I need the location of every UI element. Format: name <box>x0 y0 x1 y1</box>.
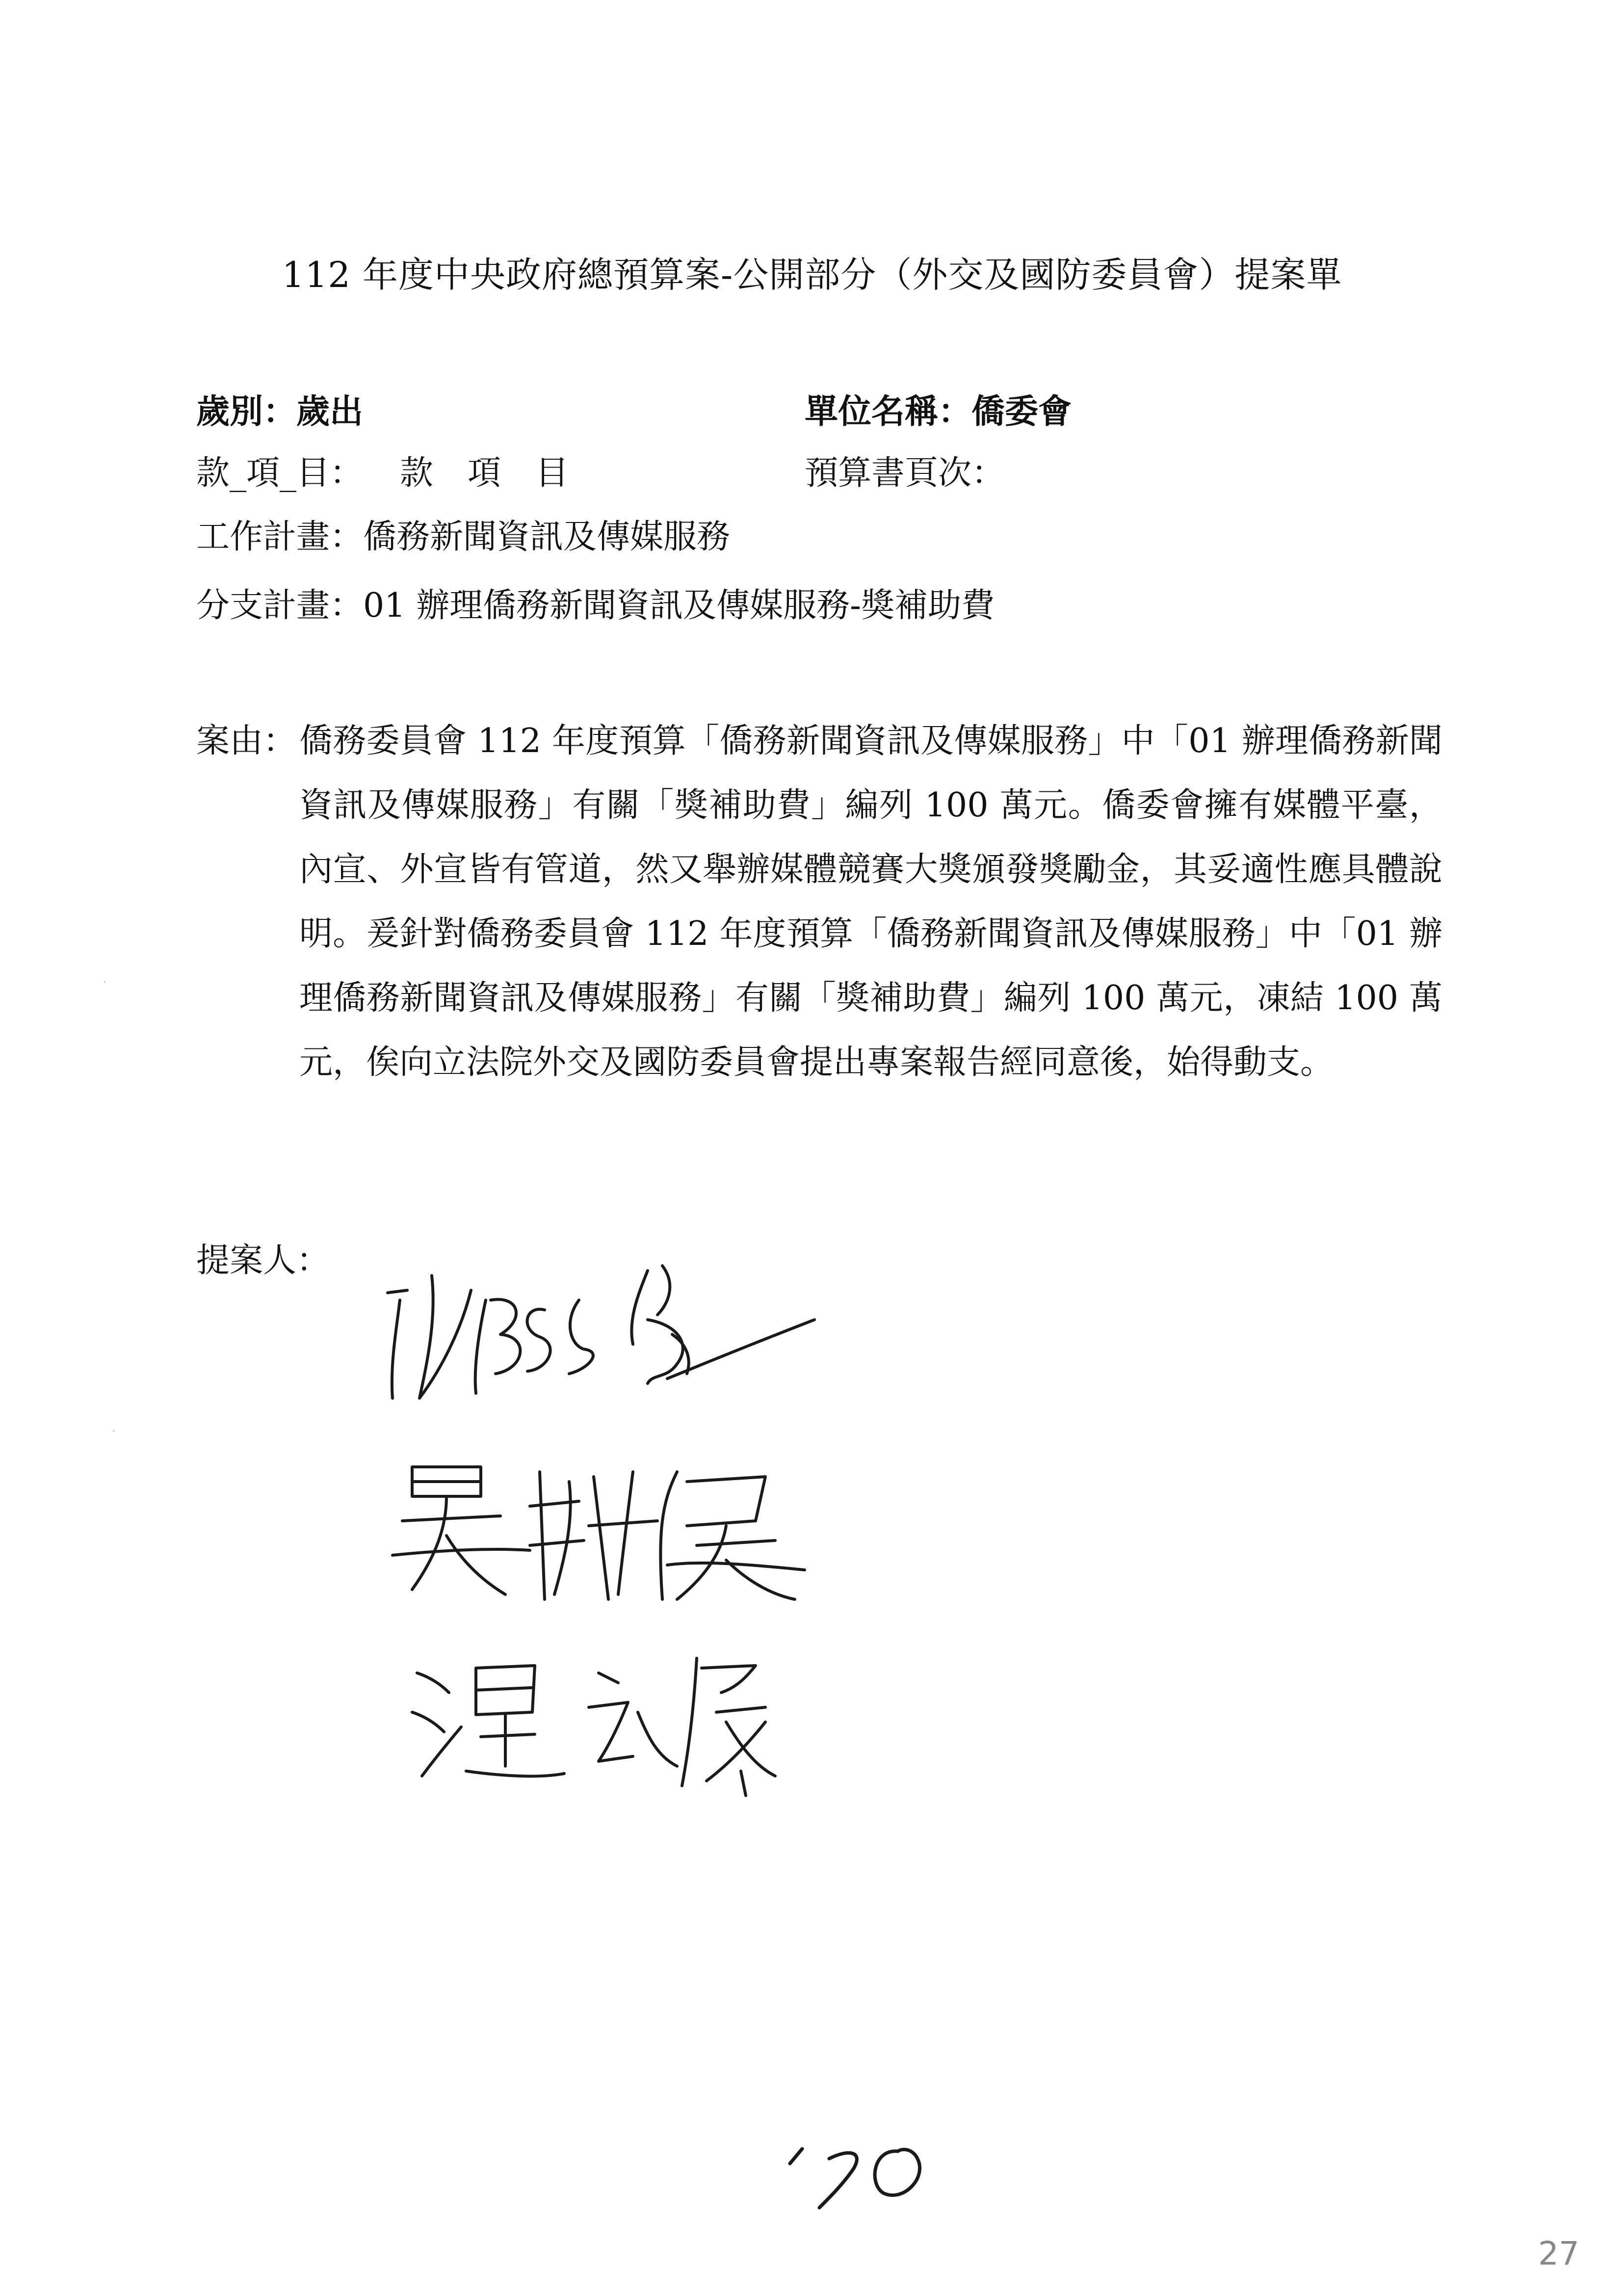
item-label: 款_項_目： <box>196 454 364 493</box>
work-plan-value: 僑務新聞資訊及傳媒服務 <box>363 518 731 556</box>
work-plan-label: 工作計畫： <box>196 518 364 556</box>
sub-plan-value: 01 辦理僑務新聞資訊及傳媒服務-獎補助費 <box>363 586 995 625</box>
item-row <box>196 449 569 498</box>
year-type-row <box>196 388 363 437</box>
item-kuan: 款 <box>400 454 434 493</box>
document-title: 112 年度中央政府總預算案-公開部分（外交及國防委員會）提案單 <box>282 254 1342 295</box>
handwritten-number <box>775 2129 937 2218</box>
year-type-value: 歲出 <box>296 392 364 431</box>
unit-label: 單位名稱： <box>805 392 972 431</box>
unit-row <box>805 388 1072 437</box>
reason-text: 僑務委員會 112 年度預算「僑務新聞資訊及傳媒服務」中「01 辦理僑務新聞資訊及傳媒服務」有關「獎補助費」編列 100 萬元。僑委會擁有媒體平臺，內宣、外宣皆有管道，然又舉辦媒體競賽大獎頒發獎勵金，其妥適性應具體說明。爰針對僑務委員會 112 年度預算「僑務新聞資訊及傳媒服務」中「01 辦理僑務新聞資訊及傳媒服務」有關「獎補助費」編列 100 萬元，凍結 100 萬元，俟向立法院外交及國防委員會提出專案報告經同意後，始得動支。 <box>299 722 1442 1082</box>
scan-speck <box>104 981 105 983</box>
budget-page-label: 預算書頁次： <box>805 454 1005 493</box>
sub-plan-label: 分支計畫： <box>196 586 364 625</box>
signature-1 <box>373 1246 839 1433</box>
work-plan-row <box>196 513 730 562</box>
reason-label: 案由： <box>196 722 297 760</box>
proposer-label: 提案人： <box>196 1241 330 1280</box>
item-xiang: 項 <box>468 454 501 493</box>
budget-page-row <box>805 449 1005 498</box>
unit-value: 僑委會 <box>971 392 1072 431</box>
signature-3 <box>402 1639 805 1800</box>
signature-2 <box>383 1452 824 1619</box>
item-mu: 目 <box>535 454 569 493</box>
scan-speck <box>113 1430 114 1432</box>
sub-plan-row <box>196 581 995 630</box>
page-number: 27 <box>1538 2235 1579 2272</box>
year-type-label: 歲別： <box>196 392 297 431</box>
